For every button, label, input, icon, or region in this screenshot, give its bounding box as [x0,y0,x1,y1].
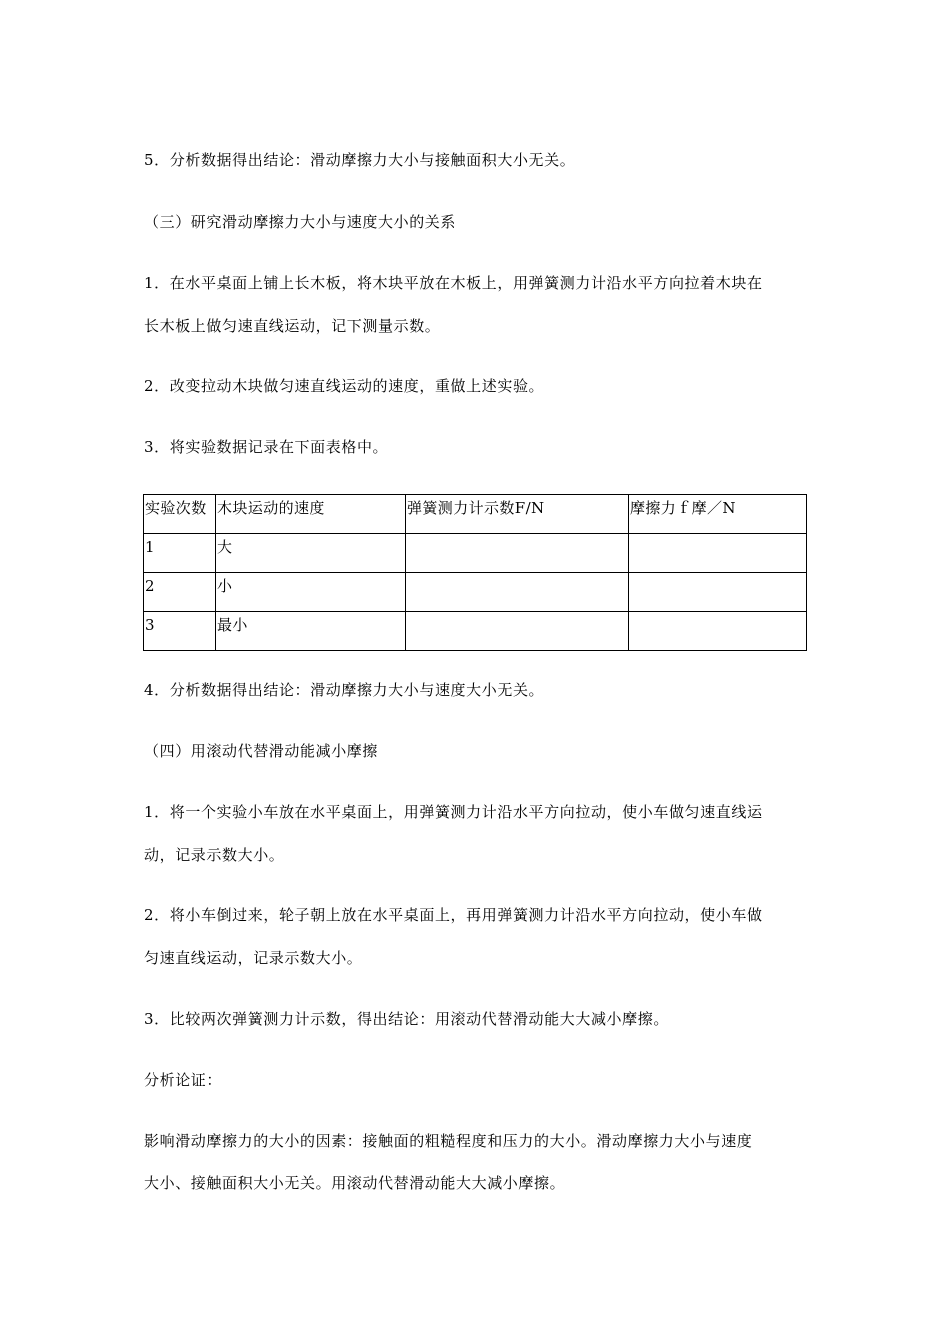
table-cell: 最小 [216,612,406,651]
rolling-step-2-line-2: 匀速直线运动，记录示数大小。 [144,949,363,967]
data-table [143,494,807,651]
step-1-line-1: 1．在水平桌面上铺上长木板，将木块平放在木板上，用弹簧测力计沿水平方向拉着木块在 [144,274,763,292]
table-cell [629,612,807,651]
table-header-cell: 弹簧测力计示数F/N [406,495,629,534]
table-cell: 小 [216,573,406,612]
analysis-text-line-1: 影响滑动摩擦力的大小的因素：接触面的粗糙程度和压力的大小。滑动摩擦力大小与速度 [144,1132,753,1150]
analysis-heading: 分析论证： [144,1071,223,1089]
table-row [144,534,807,573]
analysis-text-line-2: 大小、接触面积大小无关。用滚动代替滑动能大大减小摩擦。 [144,1174,566,1192]
table-row [144,612,807,651]
table-cell: 2 [144,573,216,612]
table-cell: 3 [144,612,216,651]
rolling-step-1-line-2: 动，记录示数大小。 [144,846,285,864]
table-row [144,573,807,612]
table-cell [406,573,629,612]
step-2: 2．改变拉动木块做匀速直线运动的速度，重做上述实验。 [144,377,545,395]
table-cell: 1 [144,534,216,573]
table-cell: 大 [216,534,406,573]
step-1-line-2: 长木板上做匀速直线运动，记下测量示数。 [144,317,441,335]
section-heading-speed: （三）研究滑动摩擦力大小与速度大小的关系 [144,213,457,231]
rolling-step-3: 3．比较两次弹簧测力计示数，得出结论：用滚动代替滑动能大大减小摩擦。 [144,1010,669,1028]
table-cell [406,534,629,573]
rolling-step-2-line-1: 2．将小车倒过来，轮子朝上放在水平桌面上，再用弹簧测力计沿水平方向拉动，使小车做 [144,906,763,924]
table-header-row [144,495,807,534]
table-header-cell: 实验次数 [144,495,216,534]
conclusion-speed: 4．分析数据得出结论：滑动摩擦力大小与速度大小无关。 [144,681,545,699]
table-header-cell: 木块运动的速度 [216,495,406,534]
table-cell [629,573,807,612]
table-header-cell: 摩擦力ｆ摩／N [629,495,807,534]
table-cell [629,534,807,573]
step-3: 3．将实验数据记录在下面表格中。 [144,438,389,456]
conclusion-contact-area: 5．分析数据得出结论：滑动摩擦力大小与接触面积大小无关。 [144,151,576,169]
table-cell [406,612,629,651]
section-heading-rolling: （四）用滚动代替滑动能减小摩擦 [144,742,379,760]
rolling-step-1-line-1: 1．将一个实验小车放在水平桌面上，用弹簧测力计沿水平方向拉动，使小车做匀速直线运 [144,803,763,821]
